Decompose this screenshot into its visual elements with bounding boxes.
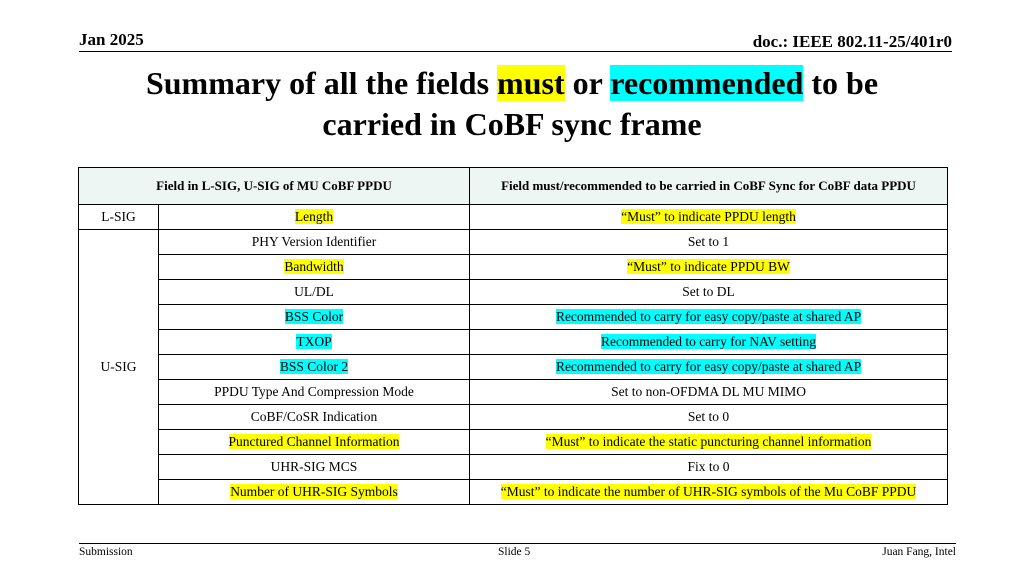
footer-divider xyxy=(79,543,956,544)
field-name: Punctured Channel Information xyxy=(228,434,400,449)
value-cell xyxy=(470,355,948,380)
value-cell xyxy=(470,330,948,355)
field-value: Set to 0 xyxy=(687,409,730,424)
value-cell xyxy=(470,430,948,455)
table-row xyxy=(79,305,948,330)
field-cell xyxy=(159,380,470,405)
footer-submission: Submission xyxy=(79,546,133,558)
table-row xyxy=(79,405,948,430)
value-cell xyxy=(470,305,948,330)
title-recommended-highlight: recommended xyxy=(610,65,804,101)
field-name: TXOP xyxy=(296,334,332,349)
field-value: Recommended to carry for easy copy/paste at shared AP xyxy=(555,359,862,374)
header-doc-id: doc.: IEEE 802.11-25/401r0 xyxy=(752,32,952,51)
field-name: PPDU Type And Compression Mode xyxy=(214,384,414,399)
field-name: PHY Version Identifier xyxy=(251,234,377,249)
group-label-usig: U-SIG xyxy=(79,230,159,505)
value-cell xyxy=(470,480,948,505)
table-header-row xyxy=(79,168,948,205)
title-must-highlight: must xyxy=(497,65,565,101)
field-value: Set to non-OFDMA DL MU MIMO xyxy=(611,384,806,399)
title-part-1: Summary of all the fields xyxy=(145,65,498,101)
title-part-3: to be xyxy=(803,65,879,101)
footer-slide-number: Slide 5 xyxy=(498,546,531,558)
field-cell xyxy=(159,230,470,255)
field-cell xyxy=(159,280,470,305)
table-row xyxy=(79,380,948,405)
field-name: Bandwidth xyxy=(284,259,344,274)
field-value: Set to 1 xyxy=(687,234,730,249)
field-value: Recommended to carry for easy copy/paste at shared AP xyxy=(555,309,862,324)
header-date: Jan 2025 xyxy=(79,30,144,49)
value-cell xyxy=(470,230,948,255)
table-row xyxy=(79,480,948,505)
field-name: UHR-SIG MCS xyxy=(270,459,358,474)
table-row xyxy=(79,430,948,455)
table-row xyxy=(79,230,948,255)
table-row xyxy=(79,455,948,480)
field-value: Fix to 0 xyxy=(687,459,730,474)
field-cell xyxy=(159,205,470,230)
field-value: “Must” to indicate PPDU BW xyxy=(627,259,790,274)
header-requirement-column: Field must/recommended to be carried in CoBF Sync for CoBF data PPDU xyxy=(470,168,948,205)
fields-table xyxy=(78,167,948,505)
field-cell xyxy=(159,430,470,455)
value-cell xyxy=(470,205,948,230)
field-name: Length xyxy=(294,209,334,224)
field-value: “Must” to indicate the number of UHR-SIG symbols of the Mu CoBF PPDU xyxy=(500,484,917,499)
value-cell xyxy=(470,255,948,280)
field-cell xyxy=(159,355,470,380)
field-value: “Must” to indicate the static puncturing channel information xyxy=(545,434,872,449)
title-part-2: or xyxy=(564,65,611,101)
field-cell xyxy=(159,255,470,280)
header-divider xyxy=(79,51,952,52)
field-value: “Must” to indicate PPDU length xyxy=(621,209,796,224)
field-name: BSS Color xyxy=(284,309,344,324)
value-cell xyxy=(470,455,948,480)
header-field-column: Field in L-SIG, U-SIG of MU CoBF PPDU xyxy=(79,168,470,205)
slide-title xyxy=(60,63,964,145)
table-row xyxy=(79,280,948,305)
field-value: Set to DL xyxy=(682,284,735,299)
field-value: Recommended to carry for NAV setting xyxy=(600,334,817,349)
field-cell xyxy=(159,455,470,480)
field-name: UL/DL xyxy=(294,284,334,299)
table-row xyxy=(79,330,948,355)
field-name: BSS Color 2 xyxy=(279,359,349,374)
title-line-2: carried in CoBF sync frame xyxy=(322,106,702,142)
field-cell xyxy=(159,480,470,505)
footer-author: Juan Fang, Intel xyxy=(882,546,956,558)
field-name: CoBF/CoSR Indication xyxy=(250,409,378,424)
field-cell xyxy=(159,405,470,430)
value-cell xyxy=(470,405,948,430)
field-name: Number of UHR-SIG Symbols xyxy=(230,484,398,499)
value-cell xyxy=(470,280,948,305)
value-cell xyxy=(470,380,948,405)
table-row xyxy=(79,255,948,280)
table-row xyxy=(79,355,948,380)
table-row xyxy=(79,205,948,230)
field-cell xyxy=(159,305,470,330)
group-label-lsig: L-SIG xyxy=(79,205,159,230)
field-cell xyxy=(159,330,470,355)
